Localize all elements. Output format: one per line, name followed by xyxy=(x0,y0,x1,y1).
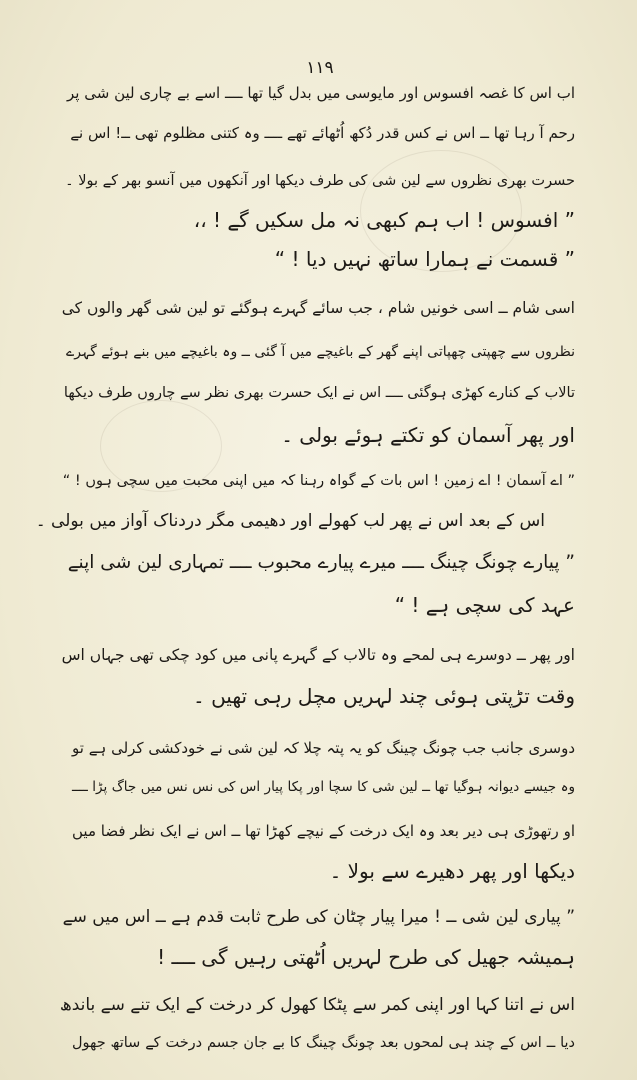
text-line: اس نے اتنا کہا اور اپنی کمر سے پٹکا کھول کر درخت کے ایک تنے سے باندھ xyxy=(59,995,575,1015)
text-line: دوسری جانب جب چونگ چینگ کو یہ پتہ چلا کہ لین شی نے خودکشی کرلی ہے تو xyxy=(72,739,575,757)
text-line: تالاب کے کنارے کھڑی ہوگئی ــــ اس نے ایک حسرت بھری نظر سے چاروں طرف دیکھا xyxy=(63,385,575,401)
text-line: اس کے بعد اس نے پھر لب کھولے اور دھیمی مگر دردناک آواز میں بولی ۔ xyxy=(35,511,545,531)
text-line: اب اس کا غصہ افسوس اور مایوسی میں بدل گیا تھا ــــ اسے بے چاری لین شی پر xyxy=(67,84,575,102)
text-line: وہ جیسے دیوانہ ہوگیا تھا ــ لین شی کا سچا اور پکا پیار اس کی نس نس میں جاگ پڑا ــــ xyxy=(72,779,575,795)
text-line: دیا ــ اس کے چند ہی لمحوں بعد چونگ چینگ کا بے جان جسم درخت کے ساتھ جھول xyxy=(72,1035,575,1051)
text-line: ” قسمت نے ہمارا ساتھ نہیں دیا ! “ xyxy=(274,247,575,271)
text-line: ” افسوس ! اب ہم کبھی نہ مل سکیں گے ! ،، xyxy=(193,208,575,232)
text-line: اور پھر ــ دوسرے ہی لمحے وہ تالاب کے گہرے پانی میں کود چکی تھی جہاں اس xyxy=(61,646,575,664)
page-number: ۱۱۹ xyxy=(306,58,334,78)
text-line: رحم آ رہا تھا ــ اس نے کس قدر دُکھ اُٹھائے تھے ــــ وہ کتنی مظلوم تھی ــ! اس نے xyxy=(70,124,575,142)
text-line: ہمیشہ جھیل کی طرح لہریں اُٹھتی رہیں گی ــــ ! xyxy=(157,945,575,969)
text-line: وقت تڑپتی ہوئی چند لہریں مچل رہی تھیں ۔ xyxy=(193,684,575,708)
text-line: دیکھا اور پھر دھیرے سے بولا ۔ xyxy=(329,859,575,883)
text-line: او رتھوڑی ہی دیر بعد وہ ایک درخت کے نیچے کھڑا تھا ــ اس نے ایک نظر فضا میں xyxy=(72,822,575,840)
text-line: ” پیاری لین شی ــ ! میرا پیار چٹان کی طرح ثابت قدم ہے ــ اس میں سے xyxy=(62,907,575,927)
text-line: ” اے آسمان ! اے زمین ! اس بات کے گواہ رہنا کہ میں اپنی محبت میں سچی ہوں ! “ xyxy=(62,473,575,489)
text-line: ” پیارے چونگ چینگ ــــ میرے پیارے محبوب ــــ تمہاری لین شی اپنے xyxy=(67,552,575,573)
text-line: عہد کی سچی ہے ! “ xyxy=(394,593,575,617)
text-line: نظروں سے چھپتی چھپاتی اپنے گھر کے باغیچے میں آ گئی ــ وہ باغیچے میں بنے ہوئے گہرے xyxy=(66,344,575,360)
text-line: اسی شام ــ اسی خونیں شام ، جب سائے گہرے ہوگئے تو لین شی گھر والوں کی xyxy=(61,299,575,317)
text-line: اور پھر آسمان کو تکتے ہوئے بولی ۔ xyxy=(281,423,575,447)
text-line: حسرت بھری نظروں سے لین شی کی طرف دیکھا اور آنکھوں میں آنسو بھر کے بولا ۔ xyxy=(65,173,575,189)
